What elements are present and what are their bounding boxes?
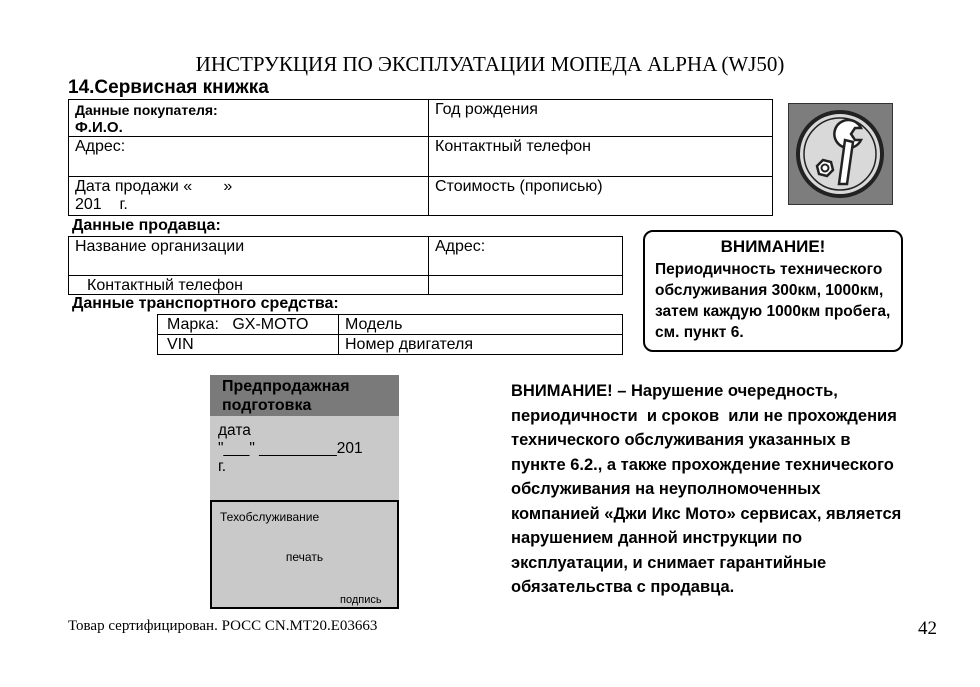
seller-phone-label: Контактный телефон <box>87 277 243 294</box>
buyer-address-cell <box>68 136 429 177</box>
attention-line: Периодичность технического <box>655 261 883 278</box>
buyer-header-label: Данные покупателя: <box>75 102 218 118</box>
seller-org-cell <box>68 236 429 276</box>
attention-box <box>643 230 903 352</box>
warning-line: компанией «Джи Икс Мото» сервисах, является <box>511 504 902 523</box>
warning-line: периодичности и сроков или не прохождения <box>511 406 897 425</box>
buyer-price-cell <box>428 176 773 216</box>
service-stamp-area <box>210 500 399 609</box>
vehicle-model-cell <box>338 314 623 335</box>
vehicle-engine-cell <box>338 334 623 355</box>
warning-line: обязательства с продавца. <box>511 578 735 596</box>
presale-title-line2: подготовка <box>222 397 312 414</box>
presale-title-line1: Предпродажная <box>222 378 350 395</box>
vehicle-brand-cell <box>157 314 339 335</box>
sale-date-line1: Дата продажи « » <box>75 178 233 195</box>
vehicle-vin-label: VIN <box>167 336 194 353</box>
buyer-address-label: Адрес: <box>75 138 126 155</box>
attention-line: обслуживания 300км, 1000км, <box>655 282 884 299</box>
buyer-birth-year-cell <box>428 99 773 137</box>
vehicle-brand-label: Марка: GX-MOTO <box>167 316 309 333</box>
section-title: 14.Сервисная книжка <box>68 77 269 98</box>
warning-paragraph <box>511 379 921 600</box>
sale-date-line2: 201 г. <box>75 196 128 213</box>
buyer-price-label: Стоимость (прописью) <box>435 178 603 195</box>
presale-date-label: дата <box>218 422 251 439</box>
vehicle-model-label: Модель <box>345 316 403 333</box>
buyer-fio-cell <box>68 99 429 137</box>
buyer-sale-date-cell <box>68 176 429 216</box>
warning-line: технического обслуживания указанных в <box>511 431 851 449</box>
warning-line: ВНИМАНИЕ! – Нарушение очередность, <box>511 382 838 400</box>
tool-icon-box <box>788 103 893 205</box>
wrench-nut-icon <box>789 104 892 204</box>
presale-block <box>210 375 399 609</box>
warning-line: нарушением данной инструкции по <box>511 529 803 547</box>
presale-year-suffix: г. <box>218 458 227 475</box>
attention-line: затем каждую 1000км пробега, <box>655 303 891 320</box>
service-label: Техобслуживание <box>220 510 320 524</box>
presale-date-line: "___" _________201 <box>218 440 363 457</box>
seller-address-label: Адрес: <box>435 238 486 255</box>
vehicle-title: Данные транспортного средства: <box>72 295 339 312</box>
attention-title: ВНИМАНИЕ! <box>720 237 826 256</box>
vehicle-vin-cell <box>157 334 339 355</box>
buyer-phone-cell <box>428 136 773 177</box>
buyer-phone-label: Контактный телефон <box>435 138 591 155</box>
seller-address-cell <box>428 236 623 276</box>
warning-line: обслуживания на неуполномоченных <box>511 480 821 498</box>
seller-org-label: Название организации <box>75 238 245 255</box>
presale-date-area <box>210 416 399 500</box>
seller-phone-cell <box>68 275 429 295</box>
vehicle-engine-label: Номер двигателя <box>345 336 474 353</box>
warning-line: пункте 6.2., а также прохождение технического <box>511 455 894 474</box>
signature-label: подпись <box>340 594 382 606</box>
presale-header <box>210 375 399 416</box>
attention-line: см. пункт 6. <box>655 324 744 341</box>
buyer-birth-year-label: Год рождения <box>435 101 538 118</box>
certification-text: Товар сертифицирован. РОСС CN.MT20.E03663 <box>68 618 378 634</box>
warning-line: эксплуатации, и снимает гарантийные <box>511 553 827 572</box>
seller-title: Данные продавца: <box>72 217 221 234</box>
page-number: 42 <box>918 618 937 639</box>
buyer-fio-label: Ф.И.О. <box>75 119 123 136</box>
stamp-label: печать <box>285 550 324 564</box>
document-header: ИНСТРУКЦИЯ ПО ЭКСПЛУАТАЦИИ МОПЕДА ALPHA (WJ50) <box>195 52 785 76</box>
seller-phone-value-cell <box>428 275 623 295</box>
